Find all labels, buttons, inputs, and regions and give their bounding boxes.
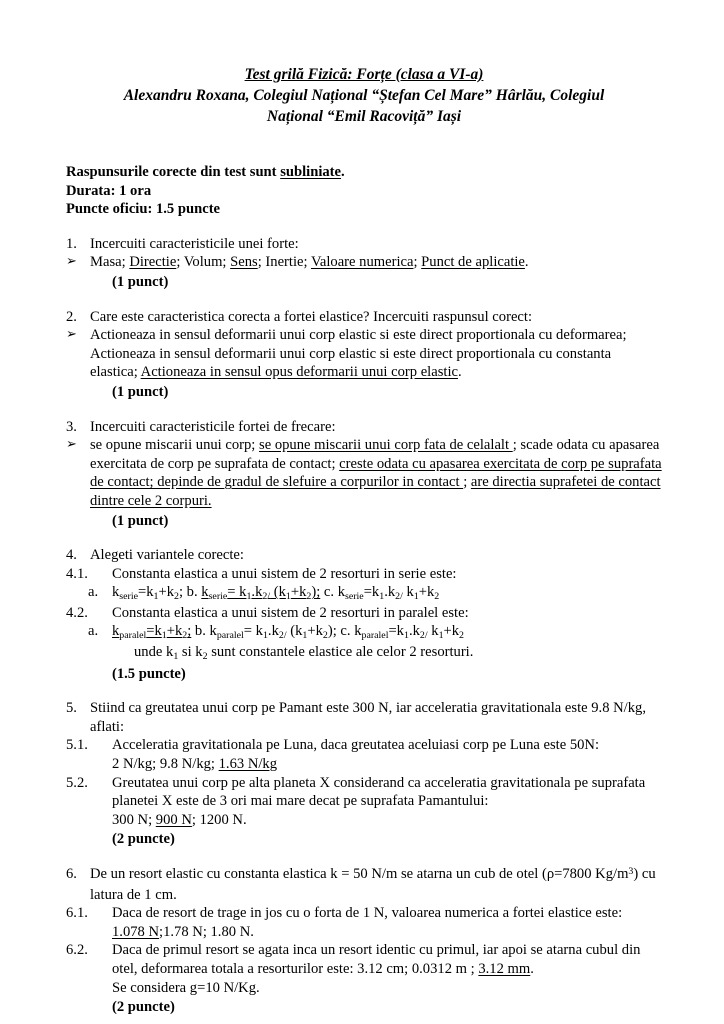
- question-3-points: (1 punct): [112, 512, 169, 529]
- q4-1-formula-a: $k_{serie}=k_1+k_2$;: [112, 584, 184, 603]
- question-1-options-row: [66, 253, 662, 272]
- question-4-prompt-row: [66, 546, 662, 565]
- q1-option-valoare-numerica: Valoare numerica: [310, 254, 414, 271]
- q4-2-formula-b: $k_{paralel}= k_1.k_{2/}$ $(k_1+k_2)$;: [209, 623, 337, 642]
- question-5-1-options: [66, 755, 662, 774]
- question-5-1-prompt-row: [66, 736, 662, 755]
- question-6-prompt-row: [66, 865, 662, 904]
- q4-2-formula-a-correct: $k_{paralel}=k_1+k_2$;: [112, 623, 192, 642]
- title-line-1: Test grilă Fizică: Forțe (clasa a VI-a): [244, 66, 484, 83]
- question-4-1-prompt-row: [66, 565, 662, 584]
- q3-seg-2-correct: se opune miscarii unui corp fata de celalalt: [259, 437, 513, 454]
- q5-2-answer-correct: 900 N: [155, 811, 192, 828]
- question-2-prompt: Care este caracteristica corecta a fortei elastice? Incercuiti raspunsul corect:: [90, 308, 533, 325]
- question-6-prompt: [90, 865, 662, 904]
- question-5: [66, 699, 662, 849]
- q6-2-answer-correct: 3.12 mm: [478, 960, 531, 977]
- question-6-1-prompt: Daca de resort de trage in jos cu o forta de 1 N, valoarea numerica a fortei elastice este:: [112, 905, 623, 922]
- question-6-2-number: 6.2.: [66, 942, 88, 959]
- q6-prompt-part-1: De un resort elastic cu constanta elastica k = 50 N/m se atarna un cub de otel (ρ=7800 Kg/m: [90, 866, 629, 882]
- q1-option-volum: ; Volum;: [176, 254, 231, 271]
- question-5-2-prompt-row: [66, 774, 662, 811]
- q6-2-answers-suffix: .: [530, 960, 534, 977]
- q2-options-plain: Actioneaza in sensul deformarii unui corp elastic si este direct proportionala cu deformarea; Actioneaza in sensul deformarii unui corp elastic si este direct proportionala cu constanta elastica;: [90, 327, 627, 381]
- question-6-2-prompt: [112, 941, 662, 978]
- q4-1-formula-b-correct: $k_{serie}= k_1.k_{2/}$ $(k_1+k_2)$;: [201, 584, 321, 603]
- intro-line-duration: Durata: 1 ora: [66, 182, 152, 199]
- question-4-1-options-row: [66, 583, 662, 604]
- question-4-2-prompt: Constanta elastica a unui sistem de 2 resorturi in paralel este:: [112, 604, 469, 621]
- title-line-2: Alexandru Roxana, Colegiul Național “Ștefan Cel Mare” Hârlău, Colegiul: [123, 87, 605, 104]
- q5-1-answers-plain: 2 N/kg; 9.8 N/kg;: [112, 756, 219, 773]
- q5-2-answers-suffix: ; 1200 N.: [191, 811, 247, 828]
- q1-option-sens: Sens: [230, 254, 258, 271]
- q1-option-punct-de-aplicatie: Punct de aplicatie: [421, 254, 525, 271]
- arrowhead-bullet-icon: ➢: [66, 437, 77, 453]
- question-5-prompt-row: [66, 699, 662, 736]
- arrowhead-bullet-icon: ➢: [66, 254, 77, 270]
- question-5-1-number: 5.1.: [66, 737, 88, 754]
- intro-underlined-word: subliniate: [280, 164, 342, 180]
- q1-option-inertie: ; Inertie;: [257, 254, 311, 271]
- question-4-2-prompt-row: [66, 604, 662, 623]
- question-5-2-prompt: Greutatea unui corp pe alta planeta X considerand ca acceleratia gravitationala pe suprafata planetei X este de 3 ori mai mare decat pe suprafata Pamantului:: [112, 774, 646, 810]
- intro-suffix: .: [341, 164, 345, 180]
- question-6-2-prompt-row: [66, 941, 662, 978]
- q6-prompt-part-2: ) cu latura de 1 cm.: [90, 866, 656, 903]
- question-3-prompt: Incercuiti caracteristicile fortei de frecare:: [90, 418, 336, 435]
- question-4-2-letter: a.: [88, 623, 99, 640]
- q3-seg-4-correct: creste odata cu apasarea exercitata de corp pe suprafata de contact; depinde de gradul de slefuire a corpurilor in contact: [90, 455, 662, 491]
- document-title: [66, 64, 662, 127]
- q2-option-end: .: [457, 364, 462, 381]
- question-6-points: (2 puncte): [112, 999, 175, 1016]
- question-6-number: 6.: [66, 866, 77, 882]
- question-4-points: (1.5 puncte): [112, 665, 186, 682]
- q2-option-correct: Actioneaza in sensul opus deformarii unui corp elastic: [140, 364, 458, 381]
- q1-option-separator: ;: [413, 254, 422, 271]
- question-4-2-options-row: [66, 622, 662, 643]
- question-4-1-prompt: Constanta elastica a unui sistem de 2 resorturi in serie este:: [112, 565, 457, 582]
- question-5-2-options: [66, 811, 662, 830]
- question-1-points: (1 punct): [112, 273, 169, 290]
- question-4-note: unde $k_1$ si $k_2$ sunt constantele elastice ale celor 2 resorturi.: [134, 644, 474, 662]
- question-3-prompt-row: [66, 418, 662, 437]
- question-2-number: 2.: [66, 308, 77, 325]
- question-5-number: 5.: [66, 700, 77, 717]
- intro-block: [66, 163, 662, 219]
- question-4-1-number: 4.1.: [66, 565, 88, 582]
- question-5-prompt: Stiind ca greutatea unui corp pe Pamant este 300 N, iar acceleratia gravitationala este 9.8 N/kg, aflati:: [90, 700, 646, 735]
- question-6: [66, 865, 662, 1017]
- q4-1-formula-c: $k_{serie}=k_1.k_{2/}$ $k_1+k_2$: [337, 584, 440, 603]
- question-6-1-number: 6.1.: [66, 905, 88, 922]
- question-4-2-number: 4.2.: [66, 604, 88, 621]
- q5-1-answer-correct: 1.63 N/kg: [218, 756, 277, 773]
- q3-seg-6-correct: are directia suprafetei de contact dintre cele 2 corpuri.: [90, 474, 661, 509]
- arrowhead-bullet-icon: ➢: [66, 327, 77, 343]
- question-3-options: [90, 436, 662, 510]
- question-1-number: 1.: [66, 235, 77, 252]
- title-line-3: Național “Emil Racoviță” Iași: [266, 108, 462, 125]
- question-2-prompt-row: [66, 308, 662, 327]
- q6-1-answers-rest: ;1.78 N; 1.80 N.: [159, 923, 254, 940]
- q6-prompt-exponent: 3: [628, 865, 634, 877]
- q1-option-end: .: [524, 254, 529, 271]
- question-5-1-prompt: Acceleratia gravitationala pe Luna, daca greutatea aceluiasi corp pe Luna este 50N:: [112, 737, 600, 754]
- question-2: [66, 308, 662, 402]
- question-4-prompt: Alegeti variantele corecte:: [90, 547, 244, 564]
- question-6-1-prompt-row: [66, 904, 662, 923]
- question-1: [66, 235, 662, 292]
- question-1-prompt: Incercuiti caracteristicile unei forte:: [90, 235, 299, 252]
- question-5-points: (2 puncte): [112, 831, 175, 848]
- question-4-2-options: $k_{paralel}=k_1+k_2$; b. $k_{paralel}= k_1.k_{2/}$ $(k_1+k_2)$; c. $k_{paralel}=k_1.k_{2/}$ $k_1+k_2$: [112, 623, 464, 642]
- intro-line-bonus-points: Puncte oficiu: 1.5 puncte: [66, 201, 221, 218]
- intro-prefix: Raspunsurile corecte din test sunt: [66, 164, 281, 180]
- question-3: [66, 418, 662, 531]
- q3-seg-1: se opune miscarii unui corp;: [90, 437, 260, 454]
- question-2-options: [90, 326, 662, 382]
- question-4: [66, 546, 662, 683]
- question-5-2-number: 5.2.: [66, 774, 88, 791]
- question-3-options-row: [66, 436, 662, 510]
- question-1-options: [90, 253, 662, 272]
- question-4-number: 4.: [66, 547, 77, 564]
- intro-line-answers-underlined: [66, 163, 662, 182]
- question-6-note: Se considera g=10 N/Kg.: [112, 979, 260, 996]
- question-4-1-letter: a.: [88, 584, 99, 601]
- question-4-1-options: $k_{serie}=k_1+k_2$; b. $k_{serie}= k_1.k_{2/}$ $(k_1+k_2)$; c. $k_{serie}=k_1.k_{2/}$ $k_1+k_2$: [112, 584, 440, 603]
- q3-seg-5: ;: [463, 474, 471, 491]
- q1-option-directie: Directie: [129, 254, 177, 271]
- q1-option-masa: Masa;: [90, 254, 130, 271]
- q6-1-answer-correct: 1.078 N: [112, 923, 160, 940]
- q5-2-answers-prefix: 300 N;: [112, 811, 156, 828]
- question-2-options-row: [66, 326, 662, 382]
- question-3-number: 3.: [66, 418, 77, 435]
- question-6-1-options: [66, 923, 662, 942]
- q6-2-prompt-text: Daca de primul resort se agata inca un resort identic cu primul, iar apoi se atarna cubul din otel, deformarea totala a resorturilor este: 3.12 cm; 0.0312 m ;: [112, 942, 641, 977]
- question-2-points: (1 punct): [112, 383, 169, 400]
- q3-seg-3: ; scade odata cu apasarea exercitata de corp pe suprafata de contact;: [90, 437, 660, 472]
- q4-2-formula-c: $k_{paralel}=k_1.k_{2/}$ $k_1+k_2$: [354, 623, 464, 642]
- question-1-prompt-row: [66, 235, 662, 254]
